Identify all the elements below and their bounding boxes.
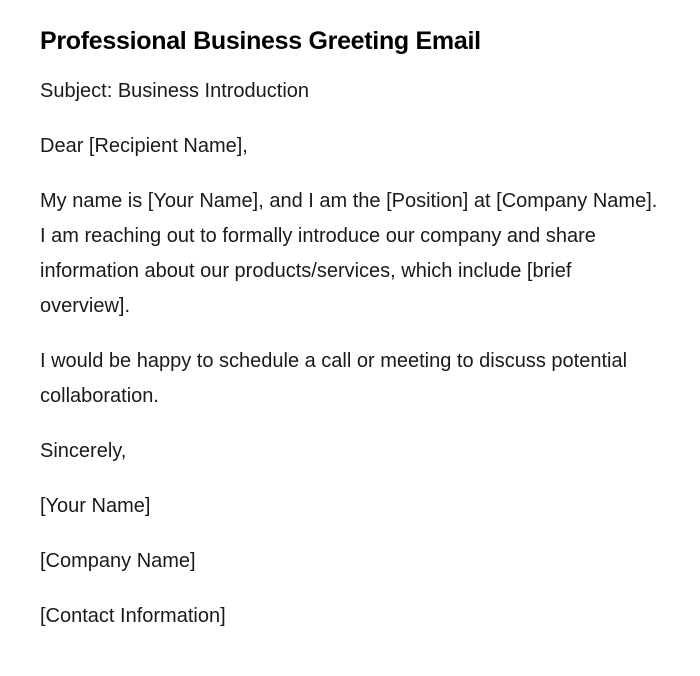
signature-company: [Company Name]	[40, 550, 196, 572]
signature-name: [Your Name]	[40, 495, 151, 517]
email-closing: Sincerely,	[40, 440, 127, 462]
email-salutation: Dear [Recipient Name],	[40, 135, 248, 157]
page-title: Professional Business Greeting Email	[40, 27, 481, 55]
email-body-paragraph-1: My name is [Your Name], and I am the [Position] at [Company Name]. I am reaching out to formally introduce our company and share information about our products/services, which include [brief overview].	[40, 190, 658, 317]
email-subject: Subject: Business Introduction	[40, 80, 310, 102]
signature-contact: [Contact Information]	[40, 605, 226, 627]
email-body-paragraph-2: I would be happy to schedule a call or meeting to discuss potential collaboration.	[40, 350, 628, 407]
